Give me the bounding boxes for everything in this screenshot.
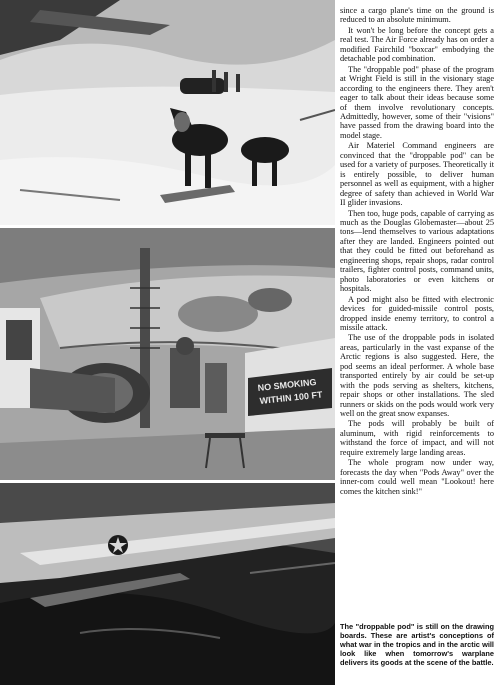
column-gutter [335, 0, 338, 685]
aircraft-night-drawing [0, 483, 335, 685]
article-paragraph-2: It won't be long before the concept gets a real test. The Air Force already has on order a modified Fairchild "boxcar" embodying the detachable pod combination. [340, 25, 494, 64]
article-paragraph-6: A pod might also be fitted with electronic devices for guided-missile control posts, dropped inside enemy territory, to control a missile attack. [340, 294, 494, 332]
truck-sign-line-2: WITHIN 100 FT [259, 389, 323, 406]
article-paragraph-1: since a cargo plane's time on the ground is reduced to an absolute minimum. [340, 6, 494, 25]
article-paragraph-5: Then too, huge pods, capable of carrying as much as the Douglas Globemaster—about 25 tons—lend themselves to various adaptations after they are landed. Engineers pointed out that they could be fitted out beforehand as engineering shops, repair shops, radar control trailers, fighter control posts, command units, photo laboratories or even kitchens or hospitals. [340, 208, 494, 294]
illustration-caption: The "droppable pod" is still on the drawing boards. These are artist's conceptions of what war in the tropics and in the arctic will look like when tomorrow's warplane delivers its goods at the scene of the battle. [340, 622, 494, 668]
arctic-scene-drawing [0, 0, 335, 225]
tropics-aircraft-illustration [0, 483, 335, 685]
article-paragraph-7: The use of the droppable pods in isolated areas, particularly in the vast expanse of the Arctic regions is also suggested. Here, the pod seems an ideal performer. A whole base transported entirely by air could be set-up with the pods serving as shelters, kitchens, repair shops or other installations. The sled runners or skids on the pods would work very well on the great snow expanses. [340, 333, 494, 419]
article-paragraph-9: The whole program now under way, forecasts the day when "Pods Away" over the inner-com could well mean "Lookout! here comes the kitchen sink!" [340, 458, 494, 496]
truck-sign-line-1: NO SMOKING [257, 376, 317, 393]
pod-loading-illustration [0, 228, 335, 480]
pod-loading-drawing [0, 228, 335, 480]
article-text-column [340, 6, 494, 497]
article-paragraph-8: The pods will probably be built of aluminum, with rigid reinforcements to withstand the force of impact, and will not require extremely large landing areas. [340, 419, 494, 457]
arctic-sled-dog-illustration [0, 0, 335, 225]
article-paragraph-3: The "droppable pod" phase of the program at Wright Field is still in the visionary stage according to the engineers there. They aren't eager to talk about their ideas because some of them involve revolutionary concepts. Admittedly, however, some of their "visions" have passed from the drawing board into the model stage. [340, 64, 494, 140]
article-paragraph-4: Air Materiel Command engineers are convinced that the "droppable pod" can be used for a variety of purposes. Theoretically it is entirely possible, to deliver human personnel as well as equipment, with a higher degree of safety than achieved in World War II glider invasions. [340, 141, 494, 208]
